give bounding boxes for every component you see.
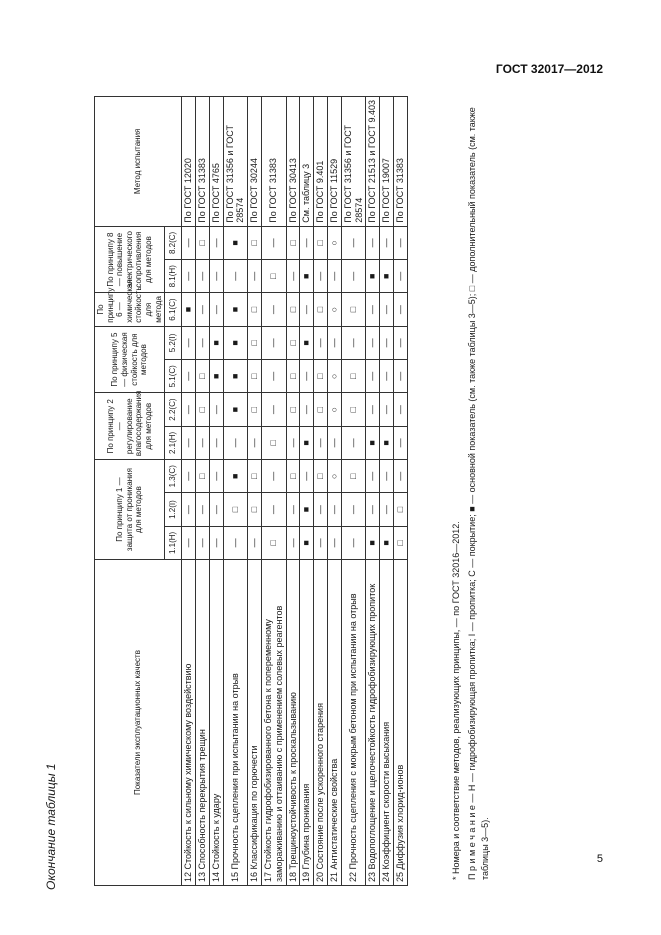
method-cell: По ГОСТ 4765	[209, 97, 223, 227]
mark-cell: —	[393, 460, 407, 493]
method-cell: По ГОСТ 9.401	[314, 97, 328, 227]
mark-cell: —	[314, 493, 328, 526]
mark-cell: □	[248, 293, 262, 326]
mark-cell: ■	[300, 526, 314, 559]
mark-cell: —	[182, 393, 196, 426]
mark-cell: —	[300, 393, 314, 426]
method-cell: По ГОСТ 31356 и ГОСТ 28574	[223, 97, 248, 227]
mark-cell: —	[300, 360, 314, 393]
mark-cell: —	[261, 326, 286, 359]
mark-cell: —	[195, 260, 209, 293]
mark-cell: ■	[300, 260, 314, 293]
mark-cell: ■	[300, 426, 314, 459]
method-subheader: 8.1(Н)	[165, 260, 182, 293]
table-notes	[450, 100, 495, 880]
group-header-principle-1: По принципу 1 — защита от проникания для методов	[95, 460, 165, 560]
mark-cell: —	[314, 260, 328, 293]
mark-cell: □	[314, 293, 328, 326]
group-header-principle-5: По принципу 5 — физическая стойкость для методов	[95, 326, 165, 393]
mark-cell: □	[261, 526, 286, 559]
mark-cell: —	[327, 260, 341, 293]
table-row	[327, 97, 341, 886]
mark-cell: —	[209, 460, 223, 493]
method-subheader: 8.2(С)	[165, 226, 182, 259]
mark-cell: □	[223, 493, 248, 526]
mark-cell: —	[261, 460, 286, 493]
mark-cell: —	[261, 493, 286, 526]
mark-cell: —	[248, 426, 262, 459]
method-subheader: 6.1(С)	[165, 293, 182, 326]
mark-cell: —	[182, 326, 196, 359]
mark-cell: —	[261, 393, 286, 426]
mark-cell: ■	[366, 426, 380, 459]
property-name-cell: 24 Коэффициент скорости высыхания	[380, 560, 394, 886]
mark-cell: —	[366, 326, 380, 359]
mark-cell: □	[261, 426, 286, 459]
mark-cell: —	[380, 326, 394, 359]
column-header-method: Метод испытания	[95, 97, 182, 227]
mark-cell: □	[248, 226, 262, 259]
mark-cell: —	[393, 326, 407, 359]
property-name-cell: 21 Антистатические свойства	[327, 560, 341, 886]
method-subheader: 2.1(Н)	[165, 426, 182, 459]
mark-cell: —	[380, 460, 394, 493]
mark-cell: —	[341, 426, 366, 459]
table-caption: Окончание таблицы 1	[44, 763, 58, 890]
mark-cell: ■	[300, 326, 314, 359]
mark-cell: □	[393, 493, 407, 526]
mark-cell: —	[195, 426, 209, 459]
mark-cell: —	[182, 360, 196, 393]
property-name-cell: 12 Стойкость к сильному химическому воздействию	[182, 560, 196, 886]
mark-cell: —	[209, 260, 223, 293]
table-row	[341, 97, 366, 886]
mark-cell: □	[248, 493, 262, 526]
mark-cell: —	[314, 526, 328, 559]
mark-cell: ○	[327, 293, 341, 326]
mark-cell: —	[195, 526, 209, 559]
mark-cell: —	[380, 226, 394, 259]
property-name-cell: 19 Глубина проникания	[300, 560, 314, 886]
group-header-principle-6: По принципу 6 — химическая стойкость для метода	[95, 293, 165, 326]
mark-cell: —	[286, 260, 300, 293]
method-cell: По ГОСТ 31383	[393, 97, 407, 227]
mark-cell: —	[366, 360, 380, 393]
table-row	[248, 97, 262, 886]
table-row	[209, 97, 223, 886]
property-name-cell: 13 Способность перекрытия трещин	[195, 560, 209, 886]
mark-cell: —	[366, 293, 380, 326]
method-subheader: 1.3(С)	[165, 460, 182, 493]
mark-cell: —	[195, 493, 209, 526]
mark-cell: —	[314, 426, 328, 459]
property-name-cell: 14 Стойкость к удару	[209, 560, 223, 886]
mark-cell: ■	[223, 293, 248, 326]
property-name-cell: 22 Прочность сцепления с мокрым бетоном при испытании на отрыв	[341, 560, 366, 886]
table-row	[195, 97, 209, 886]
mark-cell: —	[209, 293, 223, 326]
mark-cell: ■	[366, 526, 380, 559]
group-header-principle-2: По принципу 2 — регулирование влагосодержания для методов	[95, 393, 165, 460]
mark-cell: □	[286, 326, 300, 359]
mark-cell: □	[195, 393, 209, 426]
mark-cell: —	[261, 360, 286, 393]
mark-cell: —	[223, 526, 248, 559]
mark-cell: □	[286, 393, 300, 426]
property-name-cell: 20 Состояние после ускоренного старения	[314, 560, 328, 886]
mark-cell: —	[314, 326, 328, 359]
mark-cell: □	[393, 526, 407, 559]
mark-cell: —	[300, 460, 314, 493]
mark-cell: —	[341, 260, 366, 293]
mark-cell: —	[300, 293, 314, 326]
method-cell: По ГОСТ 31383	[195, 97, 209, 227]
table-header-row	[95, 97, 165, 886]
mark-cell: —	[195, 326, 209, 359]
mark-cell: —	[341, 526, 366, 559]
method-cell: По ГОСТ 21513 и ГОСТ 9.403	[366, 97, 380, 227]
column-header-property: Показатели эксплуатационных качеств	[95, 560, 182, 886]
mark-cell: —	[393, 393, 407, 426]
method-cell: См. таблицу 3	[300, 97, 314, 227]
mark-cell: —	[393, 426, 407, 459]
mark-cell: —	[380, 293, 394, 326]
mark-cell: □	[248, 326, 262, 359]
mark-cell: □	[314, 393, 328, 426]
mark-cell: —	[393, 260, 407, 293]
mark-cell: ■	[223, 226, 248, 259]
method-cell: По ГОСТ 11529	[327, 97, 341, 227]
mark-cell: ■	[380, 526, 394, 559]
mark-cell: □	[314, 226, 328, 259]
mark-cell: —	[209, 493, 223, 526]
mark-cell: □	[195, 226, 209, 259]
mark-cell: □	[248, 460, 262, 493]
mark-cell: —	[261, 293, 286, 326]
method-cell: По ГОСТ 31356 и ГОСТ 28574	[341, 97, 366, 227]
mark-cell: —	[380, 360, 394, 393]
page-number: 5	[596, 853, 603, 865]
mark-cell: ■	[223, 460, 248, 493]
rotated-content	[44, 90, 569, 890]
mark-cell: —	[341, 226, 366, 259]
mark-cell: —	[366, 460, 380, 493]
mark-cell: —	[380, 493, 394, 526]
mark-cell: □	[314, 360, 328, 393]
mark-cell: □	[248, 393, 262, 426]
mark-cell: —	[393, 226, 407, 259]
table-row	[393, 97, 407, 886]
mark-cell: □	[341, 360, 366, 393]
footnote: * Номера и соответствие методов, реализующих принципы, — по ГОСТ 32016—2012.	[451, 521, 461, 880]
mark-cell: —	[286, 526, 300, 559]
mark-cell: ■	[182, 293, 196, 326]
mark-cell: ■	[380, 426, 394, 459]
mark-cell: —	[366, 226, 380, 259]
mark-cell: □	[195, 360, 209, 393]
mark-cell: ○	[327, 226, 341, 259]
property-name-cell: 17 Стойкость гидрофобизированного бетона к попеременному замораживанию и оттаиванию с применением солевых реагентов	[261, 560, 286, 886]
mark-cell: ■	[366, 260, 380, 293]
property-name-cell: 15 Прочность сцепления при испытании на отрыв	[223, 560, 248, 886]
table-row	[182, 97, 196, 886]
mark-cell: —	[195, 293, 209, 326]
mark-cell: —	[209, 526, 223, 559]
method-cell: По ГОСТ 30244	[248, 97, 262, 227]
mark-cell: □	[286, 293, 300, 326]
mark-cell: ■	[223, 360, 248, 393]
table-row	[314, 97, 328, 886]
method-subheader: 1.2(I)	[165, 493, 182, 526]
mark-cell: ■	[380, 260, 394, 293]
property-name-cell: 25 Диффузия хлорид-ионов	[393, 560, 407, 886]
mark-cell: —	[209, 426, 223, 459]
table-row	[286, 97, 300, 886]
mark-cell: ○	[327, 393, 341, 426]
mark-cell: ■	[209, 360, 223, 393]
method-subheader: 5.1(С)	[165, 360, 182, 393]
mark-cell: —	[366, 493, 380, 526]
mark-cell: —	[223, 260, 248, 293]
method-subheader: 5.2(I)	[165, 326, 182, 359]
properties-table	[94, 96, 408, 886]
method-cell: По ГОСТ 12020	[182, 97, 196, 227]
table-row	[300, 97, 314, 886]
table-body	[182, 97, 408, 886]
method-cell: По ГОСТ 19007	[380, 97, 394, 227]
mark-cell: □	[286, 226, 300, 259]
mark-cell: —	[248, 260, 262, 293]
mark-cell: —	[209, 393, 223, 426]
note-text: — Н — гидрофобизирующая пропитка; I — пропитка; С — покрытие; ■ — основной показатель (см. также таблицы 3—5); □ — дополнительный показатель (см. также таблицы 3—5).	[466, 107, 490, 880]
note-label: П р и м е ч а н и е	[466, 805, 477, 880]
mark-cell: —	[327, 526, 341, 559]
mark-cell: —	[380, 393, 394, 426]
mark-cell: ○	[327, 360, 341, 393]
mark-cell: □	[195, 460, 209, 493]
note	[466, 100, 493, 880]
property-name-cell: 16 Классификация по горючести	[248, 560, 262, 886]
mark-cell: —	[182, 226, 196, 259]
mark-cell: —	[341, 493, 366, 526]
mark-cell: □	[341, 293, 366, 326]
method-subheader: 1.1(Н)	[165, 526, 182, 559]
table-row	[380, 97, 394, 886]
mark-cell: □	[248, 360, 262, 393]
method-cell: По ГОСТ 30413	[286, 97, 300, 227]
mark-cell: —	[261, 226, 286, 259]
method-cell: По ГОСТ 31383	[261, 97, 286, 227]
table-row	[366, 97, 380, 886]
mark-cell: ■	[223, 393, 248, 426]
mark-cell: ■	[209, 326, 223, 359]
mark-cell: —	[182, 460, 196, 493]
mark-cell: —	[300, 226, 314, 259]
mark-cell: —	[182, 526, 196, 559]
mark-cell: —	[393, 293, 407, 326]
mark-cell: —	[341, 326, 366, 359]
mark-cell: —	[182, 260, 196, 293]
mark-cell: □	[261, 260, 286, 293]
property-name-cell: 23 Водопоглощение и щелочестойкость гидрофобизирующих пропиток	[366, 560, 380, 886]
mark-cell: —	[366, 393, 380, 426]
mark-cell: —	[327, 493, 341, 526]
mark-cell: —	[327, 326, 341, 359]
mark-cell: □	[286, 360, 300, 393]
group-header-principle-8: По принципу 8 — повышение электрического сопротивления для методов	[95, 226, 165, 293]
mark-cell: —	[286, 426, 300, 459]
mark-cell: —	[223, 426, 248, 459]
mark-cell: ■	[223, 326, 248, 359]
mark-cell: —	[286, 493, 300, 526]
table-row	[223, 97, 248, 886]
mark-cell: □	[314, 460, 328, 493]
mark-cell: —	[393, 360, 407, 393]
mark-cell: □	[341, 393, 366, 426]
standard-designation: ГОСТ 32017—2012	[495, 62, 603, 76]
property-name-cell: 18 Трещиноустойчивость к проскальзыванию	[286, 560, 300, 886]
mark-cell: —	[182, 426, 196, 459]
mark-cell: □	[341, 460, 366, 493]
mark-cell: —	[209, 226, 223, 259]
mark-cell: ■	[300, 493, 314, 526]
mark-cell: ○	[327, 460, 341, 493]
mark-cell: —	[182, 493, 196, 526]
mark-cell: —	[327, 426, 341, 459]
method-subheader: 2.2(С)	[165, 393, 182, 426]
table-row	[261, 97, 286, 886]
mark-cell: —	[248, 526, 262, 559]
mark-cell: □	[286, 460, 300, 493]
